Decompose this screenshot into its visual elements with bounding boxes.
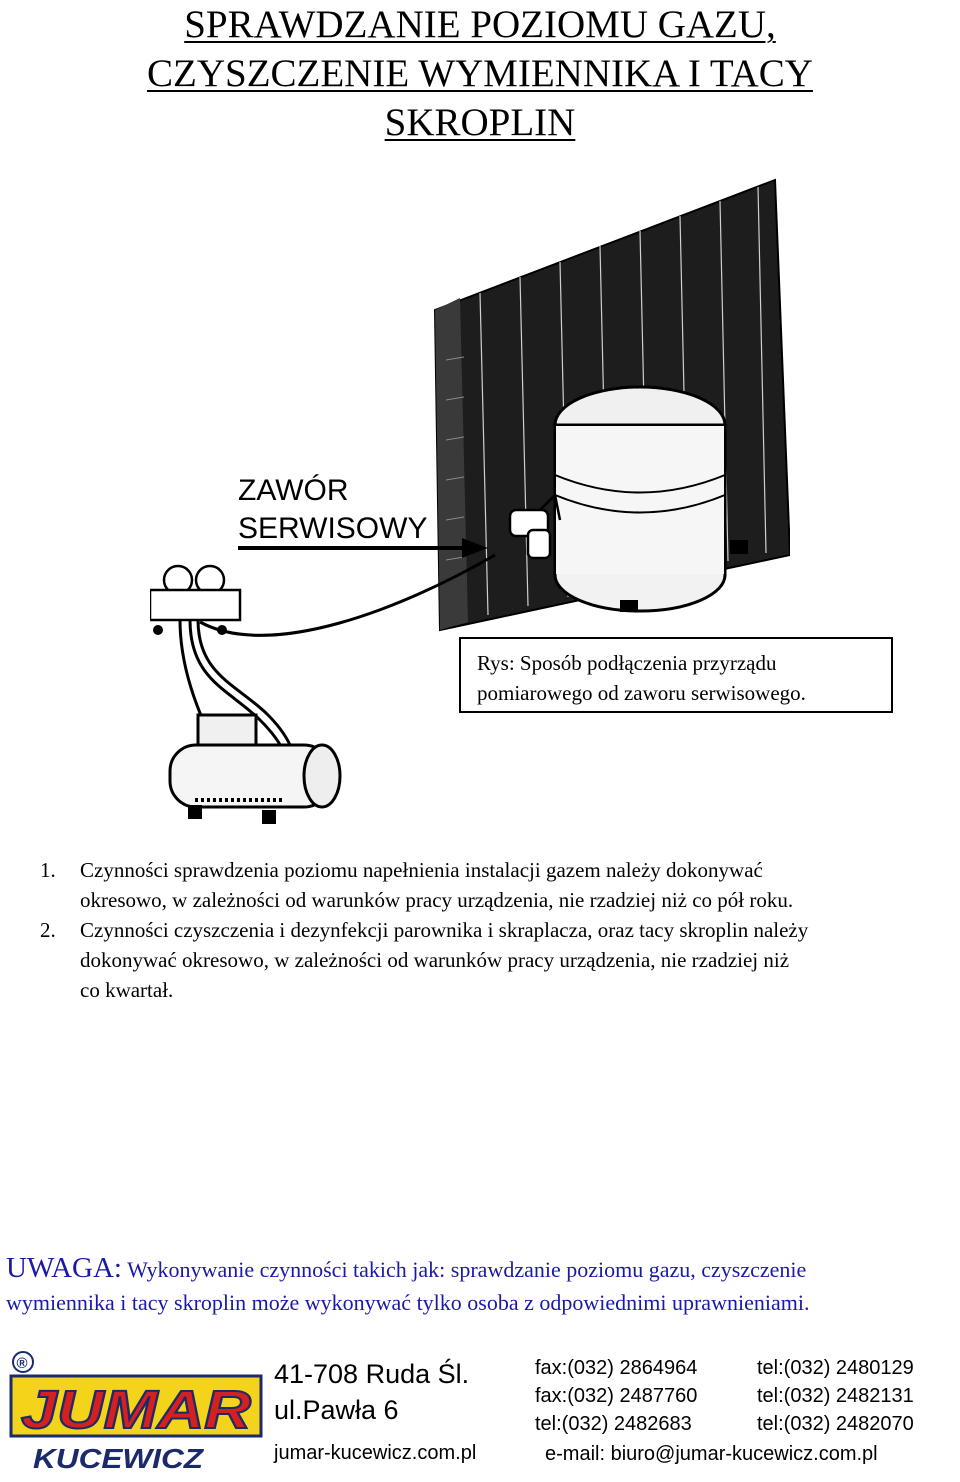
logo-registered: ®: [16, 1355, 28, 1372]
logo-brand: JUMAR: [21, 1380, 252, 1440]
gauge-manifold-icon: [150, 566, 240, 635]
contact-item: tel:(032) 2482683: [535, 1413, 692, 1435]
instruction-step: [40, 915, 960, 1005]
contact-column-1: [535, 1354, 697, 1438]
step-number: 2.: [40, 918, 56, 942]
label-line-1: ZAWÓR: [238, 474, 349, 507]
step-number: 1.: [40, 858, 56, 882]
warning-text: Wykonywanie czynności takich jak: sprawdzanie poziomu gazu, czyszczenie: [127, 1257, 807, 1282]
warning-line-1: [6, 1252, 960, 1286]
caption-line-1: Rys: Sposób podłączenia przyrządu: [477, 651, 777, 675]
company-address: [274, 1356, 476, 1466]
jumar-kucewicz-logo: [5, 1346, 265, 1476]
instruction-step: [40, 855, 960, 915]
company-footer: [0, 1346, 960, 1482]
vacuum-pump-icon: [170, 715, 340, 824]
caption-line-2: pomiarowego od zaworu serwisowego.: [477, 681, 806, 705]
label-line-2: SERWISOWY: [238, 512, 428, 545]
step-text-line: okresowo, w zależności od warunków pracy urządzenia, nie rzadziej niż co pół roku.: [80, 888, 794, 912]
step-text-line: dokonywać okresowo, w zależności od warunków pracy urządzenia, nie rzadziej niż: [80, 948, 790, 972]
instructions-list: [40, 855, 960, 1005]
title-line-2: CZYSZCZENIE WYMIENNIKA I TACY: [147, 52, 813, 95]
warning-label: UWAGA:: [6, 1252, 122, 1284]
warning-line-2: wymiennika i tacy skroplin może wykonywać tylko osoba z odpowiednimi uprawnieniami.: [6, 1290, 810, 1315]
step-text-line: co kwartał.: [80, 978, 174, 1002]
address-line-1: 41-708 Ruda Śl.: [274, 1359, 470, 1389]
contact-item: fax:(032) 2864964: [535, 1357, 698, 1379]
contact-column-2: [757, 1354, 914, 1438]
logo-subtitle: KUCEWICZ: [33, 1443, 205, 1474]
email-link[interactable]: e-mail: biuro@jumar-kucewicz.com.pl: [545, 1443, 878, 1465]
website-link[interactable]: jumar-kucewicz.com.pl: [274, 1442, 477, 1464]
compressor-icon: [555, 387, 748, 612]
warning-notice: [6, 1252, 960, 1319]
contact-item: tel:(032) 2482070: [757, 1413, 914, 1435]
title-line-3: SKROPLIN: [384, 101, 576, 144]
step-text-line: Czynności czyszczenia i dezynfekcji parownika i skraplacza, oraz tacy skroplin należy: [80, 918, 809, 942]
refrigeration-unit-illustration: [150, 160, 790, 840]
title-line-1: SPRAWDZANIE POZIOMU GAZU,: [184, 3, 776, 46]
step-text-line: Czynności sprawdzenia poziomu napełnienia instalacji gazem należy dokonywać: [80, 858, 763, 882]
zawor-serwisowy-label: [238, 474, 427, 545]
address-line-2: ul.Pawła 6: [274, 1395, 399, 1425]
page-title: [0, 0, 960, 147]
contact-item: tel:(032) 2482131: [757, 1385, 914, 1407]
contact-item: fax:(032) 2487760: [535, 1385, 698, 1407]
figure-caption: [459, 637, 893, 713]
contact-item: tel:(032) 2480129: [757, 1357, 914, 1379]
